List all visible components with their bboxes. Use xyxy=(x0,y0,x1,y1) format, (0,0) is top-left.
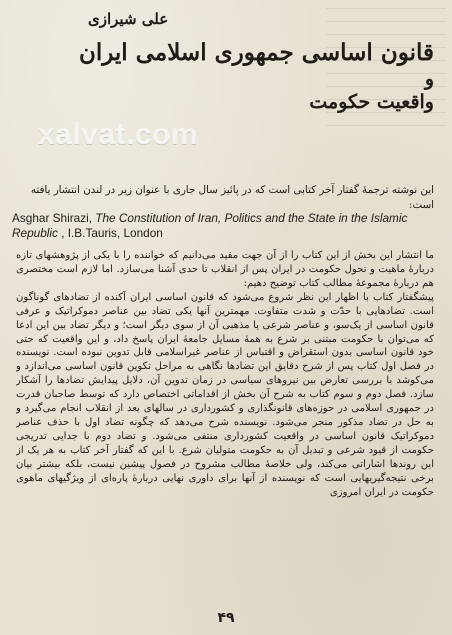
author-name: علی شیرازی xyxy=(88,10,169,28)
article-title xyxy=(74,40,434,113)
body-paragraph: پیشگفتار کتاب با اظهار این نظر شروع می‌شود که قانون اساسی ایران آکنده از تضادهای گوناگون است. تضادهایی با حدّت و شدت متفاوت. مهمترین آنها یکی تضاد بین عناصر دموکراتیک و عرفی قانون اساسی از یک‌سو، و عناصر شرعی یا مذهبی آن از سوی دیگر است؛ و دیگر تضاد بین این ادعا که می‌توان با حکومت مبتنی بر شرع به همهٔ مسایل جامعهٔ ایران پاسخ داد، و این واقعیت که حتی خود قانون اساسی بدون استقراض و اقتباس از عناصر غیراسلامی قابل تدوین نبوده است. نویسنده در فصل اول کتاب پس از شرح دقایق این تضادها نگاهی به مراحل تکوین قانون اساسی می‌اندازد و می‌کوشد با بررسی تعارض بین نیروهای سیاسی در زمان تدوین آن، دلایل پیدایش تضادها را آشکار سازد. فصل دوم و سوم کتاب به شرح آن بخش از اقداماتی اختصاص دارد که توسط صاحبان قدرت در جمهوری اسلامی در حوزه‌های قانونگذاری و کشورداری در سالهای بعد از انقلاب انجام می‌گیرد و به حل در تضاد مذکور منجر می‌شود. نویسنده شرح می‌دهد که چگونه تضاد اول با حذف عناصر دموکراتیک قانون اساسی در واقعیت کشورداری منتفی می‌شود. و تضاد دوم با جدایی تدریجی حکومت از قیود شرعی و تبدیل آن به حکومت متولیان شرع. با این که گفتار آخر کتاب به هر یک از این روندها اشاراتی می‌کند، ولی خلاصهٔ مطالب مشروح در فصول پیشین نیست، بلکه بیشتر بیان برخی نتیجه‌گیریهایی است که نویسنده از آنها برای داوری نهایی دربارهٔ پاره‌ای از ویژگیهای ماهوی حکومت در ایران امروزی xyxy=(16,291,434,498)
citation-author: Asghar Shirazi, xyxy=(12,211,92,225)
citation-title: The Constitution of Iran, Politics and the State in the Islamic Republic xyxy=(12,211,408,241)
book-citation xyxy=(12,211,434,241)
intro-text: این نوشته ترجمهٔ گفتار آخر کتابی است که در پائیز سال جاری با عنوان زیر در لندن انتشار یافته است: xyxy=(30,184,434,211)
title-line-1: قانون اساسی جمهوری اسلامی ایران xyxy=(78,39,434,66)
body-paragraph: ما انتشار این بخش از این کتاب را از آن جهت مفید می‌دانیم که خواننده را با یکی از پژوهشهای تازه دربارهٔ ماهیت و تحول حکومت در ایران پس از انقلاب تا حدی آشنا می‌سازد. اما لازم است مختصری هم دربارهٔ مجموعهٔ مطالب کتاب توضیح دهیم: xyxy=(16,250,434,289)
title-line-3: واقعیت حکومت xyxy=(309,91,434,114)
page-number: ۴۹ xyxy=(217,610,235,626)
citation-publisher: , I.B.Tauris, London xyxy=(61,226,163,241)
watermark: xalvat.com xyxy=(38,118,199,151)
title-line-2: و xyxy=(424,67,434,90)
body-text xyxy=(16,249,434,601)
